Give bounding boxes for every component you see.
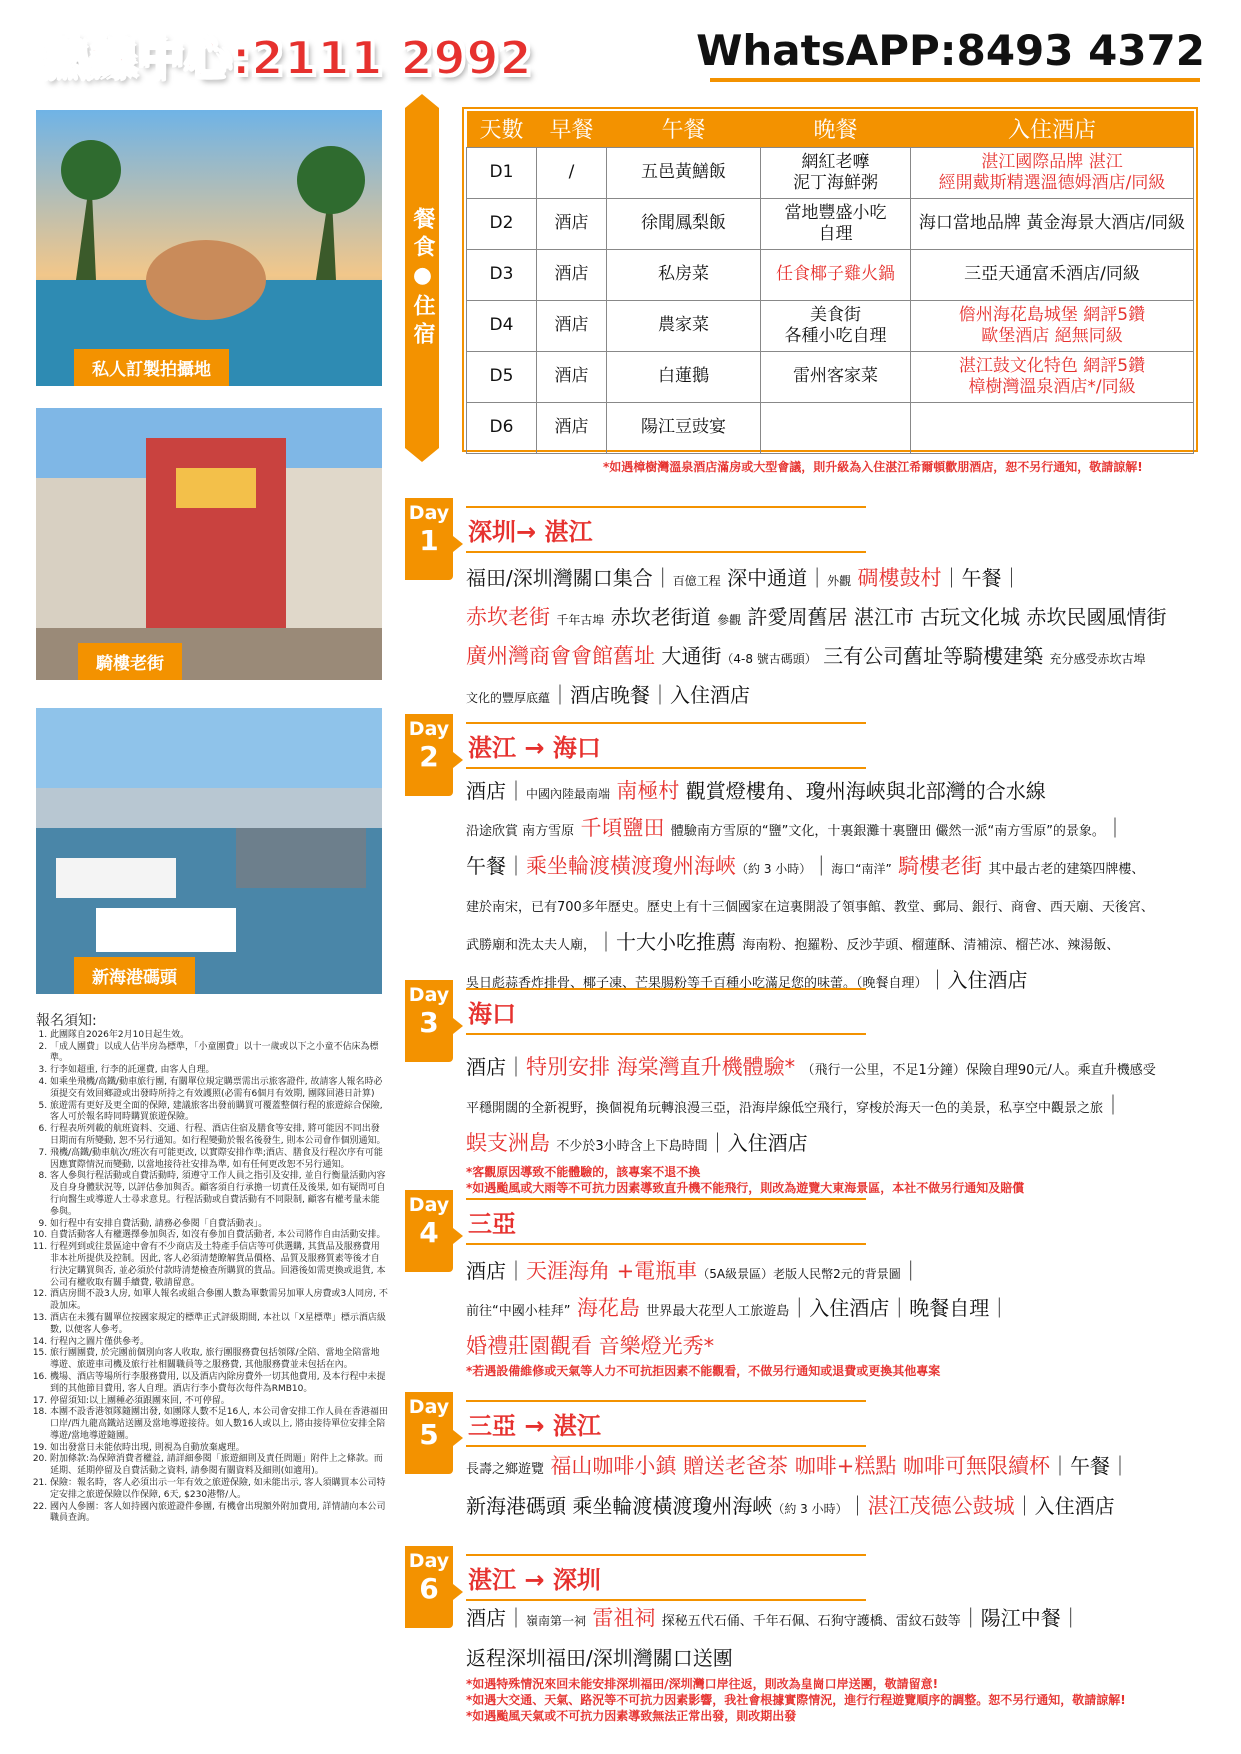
photo-arcade-street bbox=[36, 408, 382, 680]
hotline-number: 熱線中心:2111 2992 bbox=[44, 31, 533, 85]
note-item: 13. 酒店在未獲有關單位按國家規定的標準正式評級期間, 本社以「X星標準」標示酒店級數, 以便客人參考。 bbox=[50, 1313, 388, 1337]
schedule-cell: 私房菜 bbox=[607, 249, 761, 300]
schedule-cell: D4 bbox=[467, 300, 537, 351]
note-item: 3. 行李如超重, 行李的託運費, 由客人自理。 bbox=[50, 1065, 388, 1077]
whatsapp-number: WhatsAPP:8493 4372 bbox=[696, 26, 1205, 75]
note-item: 17. 停留須知:以上團種必須跟團來回, 不可停留。 bbox=[50, 1396, 388, 1408]
meals-accommodation-tab: 餐食●住宿 bbox=[405, 108, 439, 448]
schedule-cell: 五邑黃鱔飯 bbox=[607, 147, 761, 198]
schedule-cell: 酒店 bbox=[537, 249, 607, 300]
photo-harbour bbox=[36, 708, 382, 994]
schedule-cell: / bbox=[537, 147, 607, 198]
schedule-cell: 酒店 bbox=[537, 402, 607, 453]
note-item: 11. 行程列到或往景區途中會有不少商店及土特產手信店等可供選購, 其貨品及服務費用非本社所提供及控制。因此, 客人必須清楚瞭解貨品價格、品質及服務質素等後才自行決定購買與否, 並必須於付款時清楚檢查所購買的貨品。回港後如需更換或退貨, 本公司有權收取有關手續費, 敬請留意。 bbox=[50, 1242, 388, 1289]
note-item: 8. 客人參與行程活動或自費活動時, 須遵守工作人員之指引及安排, 並自行衡量活動內容及自身身體狀況等, 以評估參加與否。顧客須自行承擔一切責任及後果, 如有疑問可自行向醫生或導遊人士尋求意見。行程活動或自費活動有不同限制, 顧客有權考量未能參與。 bbox=[50, 1171, 388, 1218]
schedule-table bbox=[466, 111, 1194, 454]
schedule-cell: 酒店 bbox=[537, 198, 607, 249]
schedule-cell: 當地豐盛小吃 自理 bbox=[761, 198, 911, 249]
schedule-row bbox=[467, 402, 1194, 453]
schedule-cell bbox=[911, 402, 1194, 453]
day-tab bbox=[405, 1190, 453, 1272]
schedule-cell: 任食椰子雞火鍋 bbox=[761, 249, 911, 300]
day-4-itinerary: 酒店｜天涯海角 +電瓶車（5A級景區）老版人民幣2元的背景圖｜ 前往“中國小桂拜” 海花島 世界最大花型人工旅遊島｜入住酒店｜晚餐自理｜ 婚禮莊園觀看 音樂燈光秀* *若遇設備維修或天氣等人力不可抗拒因素不能觀看，不做另行通知或退費或更換其他專案 bbox=[466, 1259, 1010, 1378]
day-tab bbox=[405, 498, 453, 580]
day-number: 3 bbox=[419, 1006, 439, 1039]
note-item: 10. 自費活動客人有權選擇參加與否, 如沒有參加自費活動者, 本公司將作自由活動安排。 bbox=[50, 1230, 388, 1242]
schedule-cell: D2 bbox=[467, 198, 537, 249]
note-item: 21. 保險：報名時，客人必須出示一年有效之旅遊保險, 如未能出示, 客人須購買本公司特定安排之旅遊保險以作保障, 6天, $230港幣/人。 bbox=[50, 1478, 388, 1502]
note-item: 12. 酒店房間不設3人房, 如單人報名或組合參團人數為單數需另加單人房費或3人同房, 不設加床。 bbox=[50, 1289, 388, 1313]
hotel-note: *如遇樟樹灣溫泉酒店滿房或大型會議，則升級為入住湛江希爾頓歡朋酒店，恕不另行通知，敬請諒解! bbox=[603, 460, 1143, 474]
schedule-cell: 美食街 各種小吃自理 bbox=[761, 300, 911, 351]
registration-notes bbox=[36, 1013, 388, 1525]
note-item: 16. 機場、酒店等場所行李服務費用, 以及酒店內除房費外一切其他費用, 及本行程中未提到的其他節目費用, 客人自理。酒店行李小費每次每件為RMB10。 bbox=[50, 1372, 388, 1396]
note-item: 20. 附加條款:為保障消費者權益, 請詳細參閱「旅遊細則及責任問題」附件上之條款。而延期、延期停留及自費活動之資料, 請參閱有關資料及細則(如適用)。 bbox=[50, 1454, 388, 1478]
notes-title: 報名須知: bbox=[36, 1013, 97, 1029]
note-item: 22. 國內人參團：客人如持國內旅遊證件參團, 有機會出現額外附加費用, 詳情請向本公司職員查詢。 bbox=[50, 1502, 388, 1526]
photo-harbour-image bbox=[36, 708, 382, 994]
day-tab bbox=[405, 1392, 453, 1474]
note-item: 19. 如出發當日未能依時出現, 則視為自動放棄處理。 bbox=[50, 1443, 388, 1455]
schedule-cell: 雷州客家菜 bbox=[761, 351, 911, 402]
schedule-cell: 陽江豆豉宴 bbox=[607, 402, 761, 453]
schedule-header: 天數 bbox=[467, 111, 537, 147]
day-title: 三亞 bbox=[466, 1198, 866, 1245]
schedule-row bbox=[467, 249, 1194, 300]
schedule-cell: D1 bbox=[467, 147, 537, 198]
note-item: 2. 「成人團費」以成人佔半房為標準，「小童團費」以十一歲或以下之小童不佔床為標準。 bbox=[50, 1042, 388, 1066]
note-item: 15. 旅行團團費, 於完團前個別向客人收取, 旅行團服務費包括領隊/全陪、當地全陪當地導遊、旅遊車司機及旅行社相關職員等之服務費, 其他服務費並未包括在內。 bbox=[50, 1348, 388, 1372]
schedule-row bbox=[467, 300, 1194, 351]
day-2-itinerary: 酒店｜中國內陸最南端 南極村 觀賞燈樓角、瓊州海峽與北部灣的合水線 沿途欣賞 南方雪原 千頃鹽田 體驗南方雪原的“鹽”文化，十裏銀灘十裏鹽田 儼然一派“南方雪原”的景象。｜ 午餐｜乘坐輪渡橫渡瓊州海峽（約 3 小時）｜海口“南洋” 騎樓老街 其中最古老的建築四牌樓、 建於南宋，已有700多年歷史。歷史上有十三個國家在這裏開設了領事館、教堂、郵局、銀行、商會、西天廟、天後宮、 武勝廟和洗太夫人廟，｜十大小吃推薦 海南粉、抱羅粉、反沙芋頭、榴蓮酥、清補涼、榴芒冰、辣湯飯、 吳日彪蒜香炸排骨、椰子凍、芒果腸粉等千百種小吃滿足您的味蕾。（晚餐自理）｜入住酒店 bbox=[466, 779, 1154, 992]
day-3-itinerary: 酒店｜特別安排 海棠灣直升機體驗* （飛行一公里，不足1分鐘）保險自理90元/人。乘直升機感受 平穩開闊的全新視野，換個視角玩轉浪漫三亞，沿海岸線低空飛行，穿梭於海天一色的美景，私享空中觀景之旅｜ 蜈支洲島 不少於3小時含上下島時間｜入住酒店 *客觀原因導致不能體驗的，該專案不退不換 *如遇颱風或大雨等不可抗力因素導致直升機不能飛行，則改為遊覽大東海景區，本社不做另行通知及賠償 bbox=[466, 1055, 1156, 1195]
schedule-cell: 酒店 bbox=[537, 351, 607, 402]
note-item: 7. 飛機/高鐵/動車航次/班次有可能更改, 以實際安排作準;酒店、膳食及行程次序有可能因應實際情況而變動, 以當地接待社安排為準, 如有任何更改恕不另行通知。 bbox=[50, 1148, 388, 1172]
schedule-row bbox=[467, 198, 1194, 249]
day-number: 6 bbox=[419, 1572, 439, 1605]
day-title: 三亞 → 湛江 bbox=[466, 1400, 866, 1447]
note-item: 6. 行程表所列載的航班資料、交通、行程、酒店住宿及膳食等安排, 將可能因不同出發日期而有所變動, 恕不另行通知。如行程變動於報名後發生, 則本公司會作個別通知。 bbox=[50, 1124, 388, 1148]
day-label: Day bbox=[408, 718, 450, 740]
schedule-cell: 湛江國際品牌 湛江 經開戴斯精選溫德姆酒店/同級 bbox=[911, 147, 1194, 198]
header-divider bbox=[710, 78, 1200, 82]
day-number: 2 bbox=[419, 740, 439, 773]
day-6-itinerary: 酒店｜嶺南第一祠 雷祖祠 探秘五代石俑、千年石佩、石狗守護橋、雷紋石鼓等｜陽江中餐｜ 返程深圳福田/深圳灣關口送團 *如遇特殊情況來回未能安排深圳福田/深圳灣口岸往返，則改為皇崗口岸送團，敬請留意! *如遇大交通、天氣、路況等不可抗力因素影響，我社會根據實際情況，進行行程遊覽順序的調整。恕不另行通知，敬請諒解! *如遇颱風天氣或不可抗力因素導致無法正常出發，則改期出發 bbox=[466, 1606, 1126, 1723]
day-1-itinerary: 福田/深圳灣關口集合｜百億工程 深中通道｜外觀 碉樓鼓村｜午餐｜ 赤坎老街 千年古埠 赤坎老街道 參觀 許愛周舊居 湛江市 古玩文化城 赤坎民國風情街 廣州灣商會會館舊址 大通街（4-8 號古碼頭） 三有公司舊址等騎樓建築 充分感受赤坎古埠 文化的豐厚底蘊｜酒店晚餐｜入住酒店 bbox=[466, 566, 1167, 707]
day-label: Day bbox=[408, 1550, 450, 1572]
photo-caption: 私人訂製拍攝地 bbox=[74, 349, 229, 386]
schedule-cell: 海口當地品牌 黃金海景大酒店/同級 bbox=[911, 198, 1194, 249]
day-title: 湛江 → 深圳 bbox=[466, 1554, 866, 1601]
photo-caption: 新海港碼頭 bbox=[74, 957, 195, 994]
photo-resort-image bbox=[36, 110, 382, 386]
schedule-cell: 三亞天通富禾酒店/同級 bbox=[911, 249, 1194, 300]
day-label: Day bbox=[408, 502, 450, 524]
note-item: 9. 如行程中有安排自費活動, 請務必參閱「自費活動表」。 bbox=[50, 1219, 388, 1231]
schedule-header-row bbox=[467, 111, 1194, 147]
photo-resort bbox=[36, 110, 382, 386]
schedule-header: 早餐 bbox=[537, 111, 607, 147]
schedule-cell: 網紅老嚤 泥丁海鮮粥 bbox=[761, 147, 911, 198]
schedule-cell: 農家菜 bbox=[607, 300, 761, 351]
photo-caption: 騎樓老街 bbox=[78, 643, 182, 680]
day-title: 海口 bbox=[466, 988, 866, 1035]
day-title: 深圳→ 湛江 bbox=[466, 506, 866, 553]
schedule-cell bbox=[761, 402, 911, 453]
schedule-cell: D5 bbox=[467, 351, 537, 402]
schedule-header: 午餐 bbox=[607, 111, 761, 147]
day-label: Day bbox=[408, 1396, 450, 1418]
schedule-header: 入住酒店 bbox=[911, 111, 1194, 147]
note-item: 18. 本團不設香港領隊隨團出發, 如團隊人數不足16人, 本公司會安排工作人員在香港福田口岸/西九龍高鐵站送團及當地導遊接待。如人數16人或以上, 將由接待單位安排全陪導遊/當地導遊隨團。 bbox=[50, 1407, 388, 1442]
day-label: Day bbox=[408, 1194, 450, 1216]
schedule-cell: 酒店 bbox=[537, 300, 607, 351]
day-title: 湛江 → 海口 bbox=[466, 722, 866, 769]
day-number: 5 bbox=[419, 1418, 439, 1451]
note-item: 4. 如乘坐飛機/高鐵/動車旅行團, 有關單位規定購票需出示旅客證件, 故請客人報名時必須提交有效回鄉證或出發時所持之有效護照(必需有6個月有效期, 團隊回港日計算) bbox=[50, 1077, 388, 1101]
day-tab bbox=[405, 714, 453, 796]
schedule-cell: 徐聞鳳梨飯 bbox=[607, 198, 761, 249]
schedule-row bbox=[467, 147, 1194, 198]
day-number: 1 bbox=[419, 524, 439, 557]
note-item: 14. 行程內之圖片僅供參考。 bbox=[50, 1337, 388, 1349]
day-tab bbox=[405, 980, 453, 1062]
note-item: 5. 旅遊需有更好及更全面的保障, 建議旅客出發前購買可覆蓋整個行程的旅遊綜合保險, 客人可於報名時同時購買旅遊保險。 bbox=[50, 1101, 388, 1125]
schedule-cell: D6 bbox=[467, 402, 537, 453]
day-label: Day bbox=[408, 984, 450, 1006]
photo-arcade-street-image bbox=[36, 408, 382, 680]
schedule-cell: 白蓮鵝 bbox=[607, 351, 761, 402]
schedule-cell: 湛江鼓文化特色 網評5鑽 樟樹灣溫泉酒店*/同級 bbox=[911, 351, 1194, 402]
schedule-row bbox=[467, 351, 1194, 402]
note-item: 1. 此團隊自2026年2月10日起生效。 bbox=[50, 1030, 388, 1042]
notes-list bbox=[36, 1030, 388, 1525]
day-tab bbox=[405, 1546, 453, 1628]
schedule-header: 晚餐 bbox=[761, 111, 911, 147]
day-5-itinerary: 長壽之鄉遊覽 福山咖啡小鎮 贈送老爸茶 咖啡+糕點 咖啡可無限續杯｜午餐｜ 新海港碼頭 乘坐輪渡橫渡瓊州海峽（約 3 小時）｜湛江茂德公鼓城｜入住酒店 bbox=[466, 1454, 1130, 1518]
schedule-cell: D3 bbox=[467, 249, 537, 300]
schedule-cell: 儋州海花島城堡 網評5鑽 歐堡酒店 絕無同級 bbox=[911, 300, 1194, 351]
day-number: 4 bbox=[419, 1216, 439, 1249]
